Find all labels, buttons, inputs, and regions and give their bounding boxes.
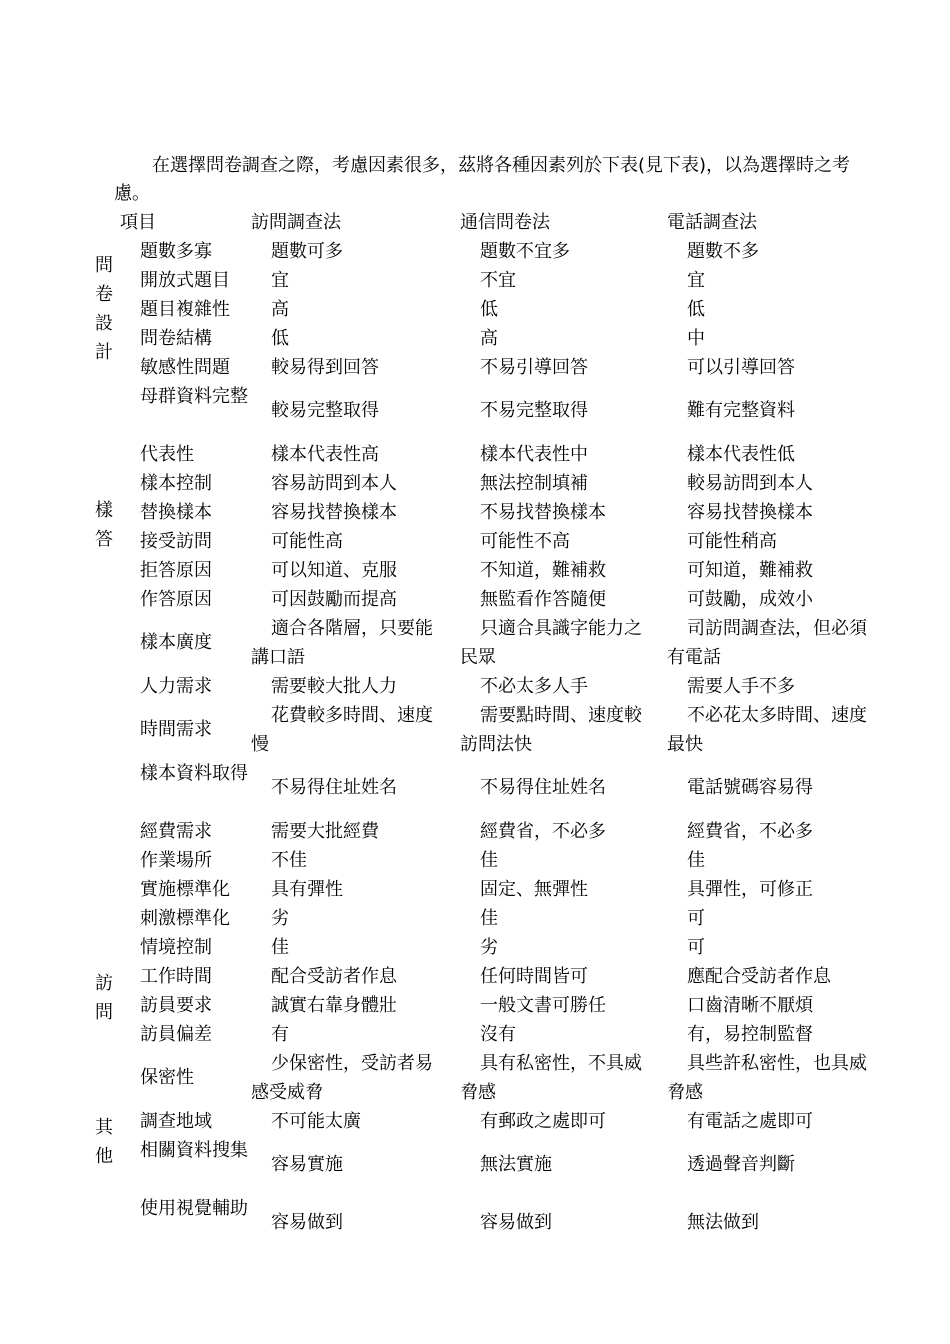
row-phone: 具些許私密性，也具威脅感: [667, 1053, 867, 1103]
row-visit: 較易得到回答: [271, 357, 379, 378]
table-row: [92, 904, 892, 933]
row-item: 刺激標準化: [140, 908, 230, 929]
row-visit: 配合受訪者作息: [271, 966, 397, 987]
row-item: 作業場所: [140, 850, 212, 871]
group-label-sample: 樣答: [95, 500, 113, 550]
row-phone: 可: [687, 937, 705, 958]
row-visit: 劣: [271, 908, 289, 929]
table-row: [92, 817, 892, 846]
row-visit: 高: [271, 299, 289, 320]
row-visit: 具有彈性: [271, 879, 343, 900]
table-row: [92, 933, 892, 962]
table-row: [92, 1194, 892, 1252]
table-row: [92, 237, 892, 266]
row-item: 情境控制: [140, 937, 212, 958]
row-phone: 經費省，不必多: [687, 821, 813, 842]
row-phone: 題數不多: [687, 241, 759, 262]
table-row: [92, 266, 892, 295]
row-item: 敏感性問題: [140, 357, 230, 378]
row-phone: 難有完整資料: [687, 400, 795, 421]
row-item: 母群資料完整: [140, 386, 248, 407]
row-visit: 容易找替換樣本: [271, 502, 397, 523]
header-item: 項目: [120, 212, 156, 233]
header-visit: 訪問調查法: [251, 212, 341, 233]
row-visit: 少保密性，受訪者易感受威脅: [251, 1053, 433, 1103]
row-phone: 不必花太多時間、速度最快: [667, 705, 867, 755]
row-visit: 低: [271, 328, 289, 349]
row-phone: 可鼓勵，成效小: [687, 589, 813, 610]
row-item: 工作時間: [140, 966, 212, 987]
row-mail: 不易引導回答: [480, 357, 588, 378]
row-item: 保密性: [140, 1067, 194, 1088]
row-visit: 佳: [271, 937, 289, 958]
row-phone: 可能性稍高: [687, 531, 777, 552]
table-row: [92, 527, 892, 556]
row-item: 問卷結構: [140, 328, 212, 349]
intro-paragraph: 在選擇問卷調查之際，考慮因素很多，茲將各種因素列於下表(見下表)，以為選擇時之考慮。: [114, 155, 851, 204]
table-row: [92, 1136, 892, 1194]
row-phone: 電話號碼容易得: [687, 777, 813, 798]
row-visit: 需要大批經費: [271, 821, 379, 842]
row-phone: 應配合受訪者作息: [687, 966, 831, 987]
row-item: 人力需求: [140, 676, 212, 697]
row-mail: 無法控制填補: [480, 473, 588, 494]
row-phone: 無法做到: [687, 1212, 759, 1233]
row-mail: 低: [480, 299, 498, 320]
comparison-table: [92, 208, 892, 1252]
row-visit: 容易實施: [271, 1154, 343, 1175]
row-visit: 樣本代表性高: [271, 444, 379, 465]
row-phone: 樣本代表性低: [687, 444, 795, 465]
table-header-row: [92, 208, 892, 237]
table-row: [92, 759, 892, 817]
row-visit: 花費較多時間、速度慢: [251, 705, 433, 755]
table-row: [92, 295, 892, 324]
row-phone: 宜: [687, 270, 705, 291]
row-item: 時間需求: [140, 719, 212, 740]
row-mail: 不必太多人手: [480, 676, 588, 697]
header-mail: 通信問卷法: [460, 212, 550, 233]
row-item: 樣本控制: [140, 473, 212, 494]
row-visit: 可以知道、克服: [271, 560, 397, 581]
table-row: [92, 1049, 892, 1107]
table-row: [92, 498, 892, 527]
table-row: [92, 614, 892, 672]
row-item: 代表性: [140, 444, 194, 465]
row-visit: 不佳: [271, 850, 307, 871]
row-item: 使用視覺輔助: [140, 1198, 248, 1219]
row-mail: 不易完整取得: [480, 400, 588, 421]
row-item: 開放式題目: [140, 270, 230, 291]
table-row: [92, 1020, 892, 1049]
row-mail: 不知道，難補救: [480, 560, 606, 581]
row-phone: 容易找替換樣本: [687, 502, 813, 523]
row-visit: 有: [271, 1024, 289, 1045]
table-row: [92, 585, 892, 614]
row-item: 題目複雜性: [140, 299, 230, 320]
row-visit: 較易完整取得: [271, 400, 379, 421]
row-mail: 經費省，不必多: [480, 821, 606, 842]
row-mail: 高: [480, 328, 498, 349]
row-item: 訪員要求: [140, 995, 212, 1016]
row-mail: 樣本代表性中: [480, 444, 588, 465]
row-visit: 需要較大批人力: [271, 676, 397, 697]
row-mail: 劣: [480, 937, 498, 958]
table-row: [92, 556, 892, 585]
row-mail: 不易找替換樣本: [480, 502, 606, 523]
table-row: [92, 1107, 892, 1136]
table-row: [92, 469, 892, 498]
row-item: 訪員偏差: [140, 1024, 212, 1045]
row-phone: 可以引導回答: [687, 357, 795, 378]
row-mail: 容易做到: [480, 1212, 552, 1233]
row-visit: 不易得住址姓名: [271, 777, 397, 798]
table-row: [92, 440, 892, 469]
row-mail: 只適合具識字能力之民眾: [460, 618, 642, 668]
row-phone: 透過聲音判斷: [687, 1154, 795, 1175]
row-phone: 需要人手不多: [687, 676, 795, 697]
row-mail: 無監看作答隨便: [480, 589, 606, 610]
row-mail: 佳: [480, 850, 498, 871]
row-visit: 可能性高: [271, 531, 343, 552]
row-item: 接受訪問: [140, 531, 212, 552]
row-phone: 具彈性，可修正: [687, 879, 813, 900]
row-visit: 適合各階層，只要能講口語: [251, 618, 433, 668]
row-visit: 宜: [271, 270, 289, 291]
row-phone: 有，易控制監督: [687, 1024, 813, 1045]
row-mail: 固定、無彈性: [480, 879, 588, 900]
row-phone: 口齒清晰不厭煩: [687, 995, 813, 1016]
group-label-other: 其他: [95, 1117, 113, 1167]
row-item: 題數多寡: [140, 241, 212, 262]
row-mail: 題數不宜多: [480, 241, 570, 262]
table-row: [92, 672, 892, 701]
header-phone: 電話調查法: [667, 212, 757, 233]
table-row: [92, 962, 892, 991]
group-label-interview: 訪問: [95, 973, 113, 1023]
row-mail: 任何時間皆可: [480, 966, 588, 987]
row-item: 作答原因: [140, 589, 212, 610]
row-item: 調查地域: [140, 1111, 212, 1132]
row-visit: 題數可多: [271, 241, 343, 262]
table-row: [92, 324, 892, 353]
row-item: 樣本廣度: [140, 632, 212, 653]
row-item: 替換樣本: [140, 502, 212, 523]
table-row: [92, 846, 892, 875]
row-phone: 司訪問調查法，但必須有電話: [667, 618, 867, 668]
row-mail: 有郵政之處即可: [480, 1111, 606, 1132]
table-row: [92, 353, 892, 382]
row-visit: 可因鼓勵而提高: [271, 589, 397, 610]
row-mail: 不宜: [480, 270, 516, 291]
row-mail: 無法實施: [480, 1154, 552, 1175]
row-phone: 有電話之處即可: [687, 1111, 813, 1132]
row-item: 樣本資料取得: [140, 763, 248, 784]
row-mail: 可能性不高: [480, 531, 570, 552]
row-visit: 容易訪問到本人: [271, 473, 397, 494]
row-mail: 一般文書可勝任: [480, 995, 606, 1016]
group-label-questionnaire: 問卷設計: [95, 255, 113, 363]
row-mail: 沒有: [480, 1024, 516, 1045]
row-phone: 可知道，難補救: [687, 560, 813, 581]
row-item: 實施標準化: [140, 879, 230, 900]
row-item: 拒答原因: [140, 560, 212, 581]
table-row: [92, 875, 892, 904]
row-visit: 誠實右靠身體壯: [271, 995, 397, 1016]
table-row: [92, 701, 892, 759]
row-visit: 不可能太廣: [271, 1111, 361, 1132]
row-phone: 可: [687, 908, 705, 929]
row-item: 經費需求: [140, 821, 212, 842]
row-visit: 容易做到: [271, 1212, 343, 1233]
row-phone: 中: [687, 328, 705, 349]
row-mail: 需要點時間、速度較訪問法快: [460, 705, 642, 755]
row-phone: 佳: [687, 850, 705, 871]
row-mail: 佳: [480, 908, 498, 929]
table-row: [92, 382, 892, 440]
row-phone: 較易訪問到本人: [687, 473, 813, 494]
table-row: [92, 991, 892, 1020]
row-mail: 不易得住址姓名: [480, 777, 606, 798]
row-phone: 低: [687, 299, 705, 320]
row-item: 相關資料搜集: [140, 1140, 248, 1161]
row-mail: 具有私密性，不具威脅感: [460, 1053, 642, 1103]
